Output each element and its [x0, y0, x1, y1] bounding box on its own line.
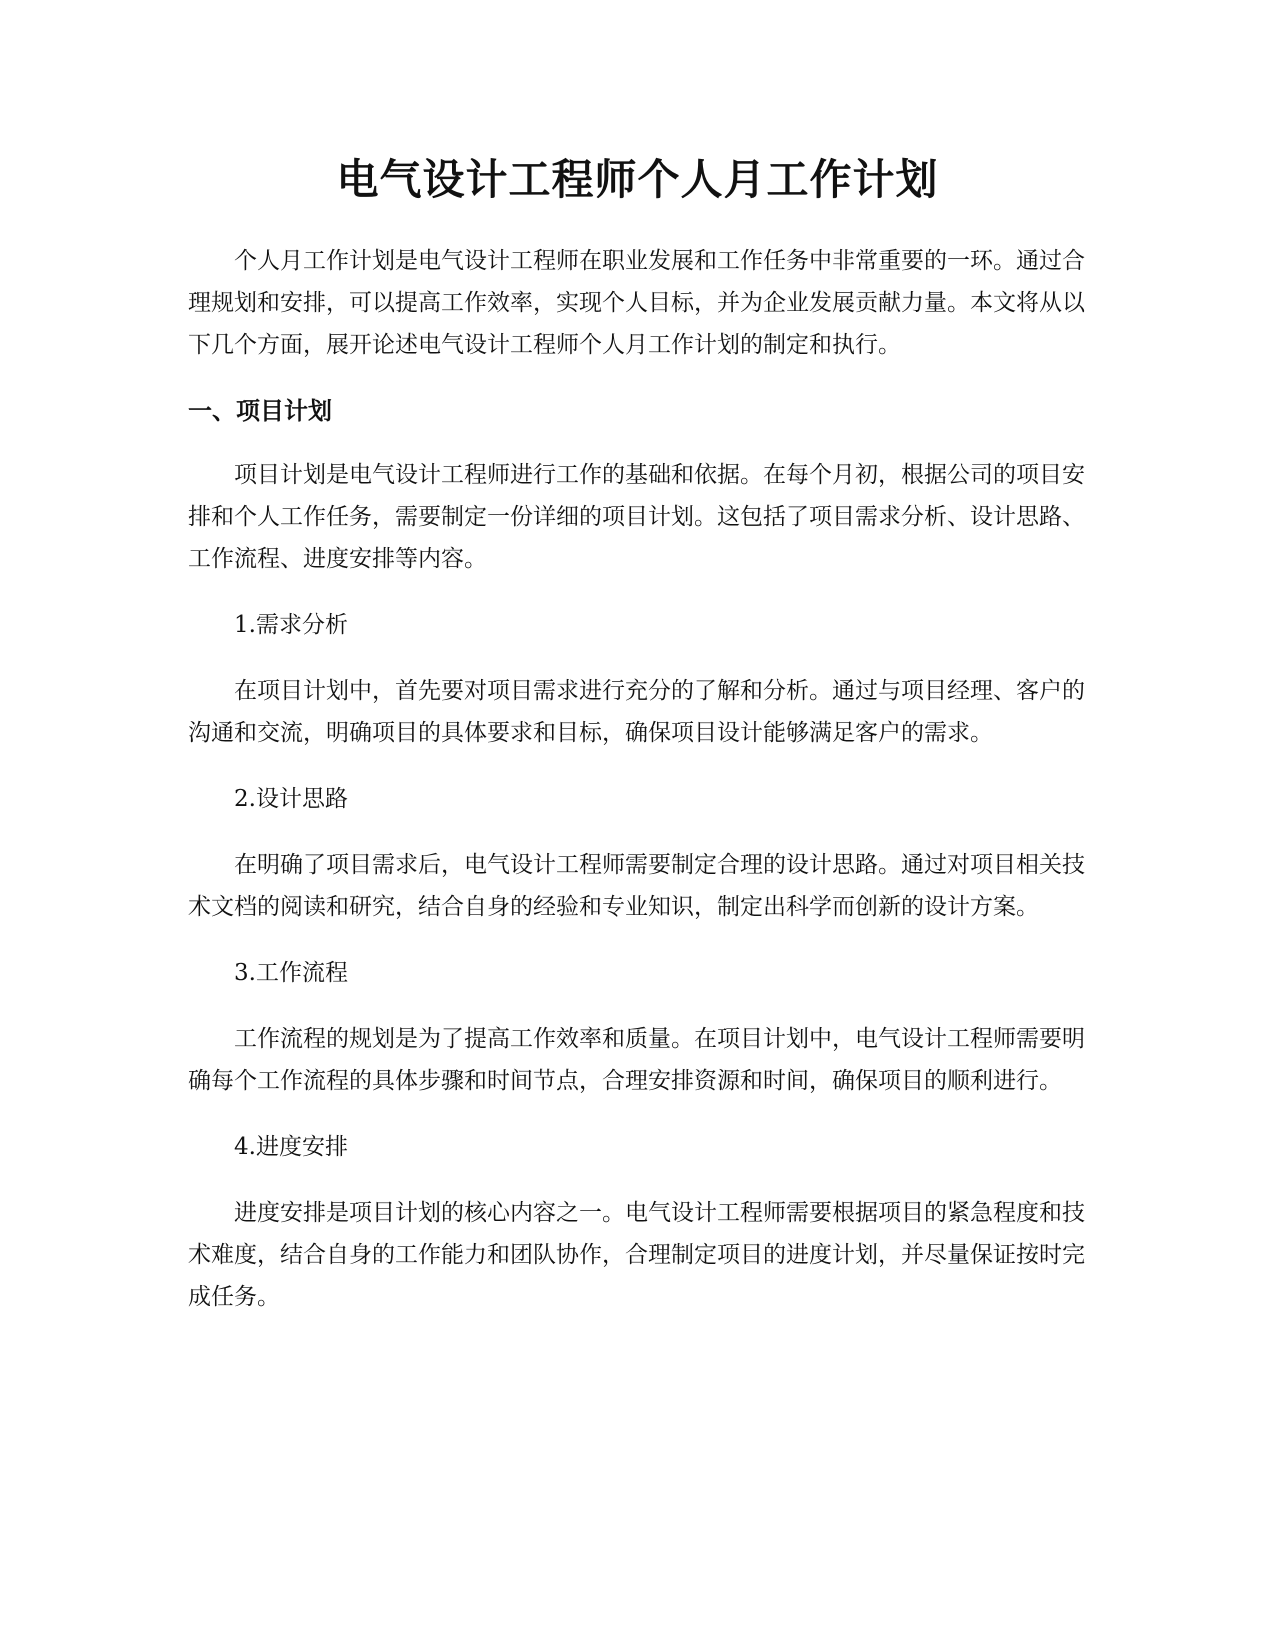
- paragraph-schedule: 进度安排是项目计划的核心内容之一。电气设计工程师需要根据项目的紧急程度和技术难度，结合自身的工作能力和团队协作，合理制定项目的进度计划，并尽量保证按时完成任务。: [188, 1200, 1085, 1310]
- document-body: [188, 240, 1088, 1342]
- subheading-design-approach: 2.设计思路: [234, 786, 348, 812]
- section-heading-project-plan: 一、项目计划: [188, 397, 332, 425]
- intro-paragraph: 个人月工作计划是电气设计工程师在职业发展和工作任务中非常重要的一环。通过合理规划和安排，可以提高工作效率，实现个人目标，并为企业发展贡献力量。本文将从以下几个方面，展开论述电气设计工程师个人月工作计划的制定和执行。: [188, 248, 1085, 358]
- paragraph-design-approach: 在明确了项目需求后，电气设计工程师需要制定合理的设计思路。通过对项目相关技术文档的阅读和研究，结合自身的经验和专业知识，制定出科学而创新的设计方案。: [188, 852, 1085, 920]
- subheading-schedule: 4.进度安排: [234, 1134, 348, 1160]
- paragraph-workflow: 工作流程的规划是为了提高工作效率和质量。在项目计划中，电气设计工程师需要明确每个工作流程的具体步骤和时间节点，合理安排资源和时间，确保项目的顺利进行。: [188, 1026, 1085, 1094]
- subheading-requirements-analysis: 1.需求分析: [234, 612, 348, 638]
- subheading-workflow: 3.工作流程: [234, 960, 348, 986]
- document-title: 电气设计工程师个人月工作计划: [336, 155, 939, 204]
- section-intro-paragraph: 项目计划是电气设计工程师进行工作的基础和依据。在每个月初，根据公司的项目安排和个人工作任务，需要制定一份详细的项目计划。这包括了项目需求分析、设计思路、工作流程、进度安排等内容。: [188, 462, 1085, 572]
- paragraph-requirements-analysis: 在项目计划中，首先要对项目需求进行充分的了解和分析。通过与项目经理、客户的沟通和交流，明确项目的具体要求和目标，确保项目设计能够满足客户的需求。: [188, 678, 1085, 746]
